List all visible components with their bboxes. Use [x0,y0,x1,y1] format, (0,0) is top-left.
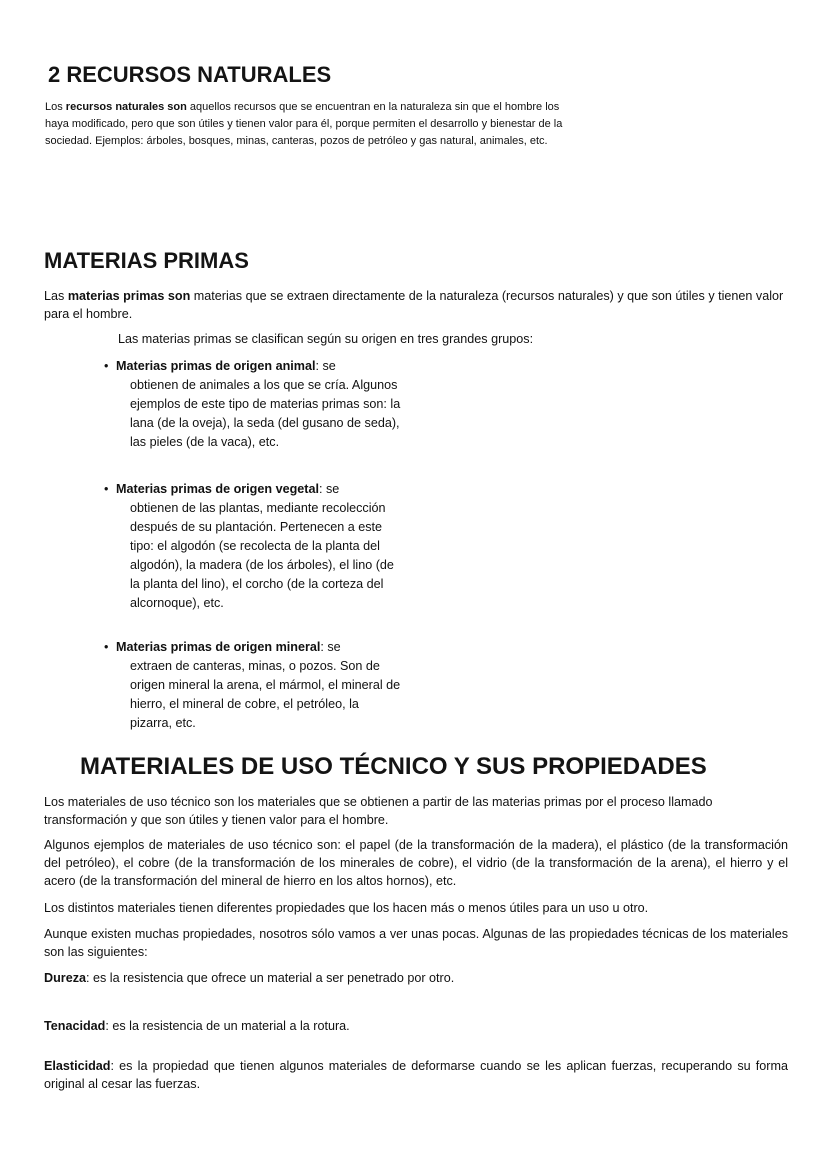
bullet-head [104,480,404,499]
materiales-p3: Los distintos materiales tienen diferentes propiedades que los hacen más o menos útiles para un uso u otro. [44,901,649,915]
property-term: Dureza [44,971,86,985]
bullet-head [104,357,404,376]
section-title-materiales: MATERIALES DE USO TÉCNICO Y SUS PROPIEDADES [80,753,707,780]
bullet-body: obtienen de animales a los que se cría. Algunos ejemplos de este tipo de materias primas son: la lana (de la oveja), la seda (del gusano de seda), las pieles (de la vaca), etc. [130,378,401,449]
property-term: Tenacidad [44,1019,106,1033]
property-dureza [44,969,788,987]
property-term: Elasticidad [44,1059,111,1073]
materias-definition [44,287,788,323]
bullet-item-vegetal [104,480,404,613]
bullet-head [104,638,404,657]
bullet-dot-icon: • [104,482,109,496]
recursos-definition [45,99,585,150]
materias-term: materias primas son [67,289,191,303]
materiales-p2: Algunos ejemplos de materiales de uso técnico son: el papel (de la transformación de la madera), el plástico (de la transformación del petróleo), el cobre (de la transformación de los minerales de cobre), el vidrio (de la transformación de la arena), el hierro y el acero (de la transformación del mineral de hierro en los altos hornos), etc. [44,838,788,888]
recursos-pre: Los [45,101,66,113]
bullet-label: Materias primas de origen vegetal [116,482,319,496]
section-title-recursos: 2 RECURSOS NATURALES [48,62,332,87]
bullet-head-rest: : se [318,482,340,496]
recursos-text: aquellos recursos que se encuentran en la naturaleza sin que el hombre los haya modificado, pero que son útiles y tienen valor para él, porque permiten el desarrollo y bienestar de la sociedad. Ejemplos: árboles, bosques, minas, canteras, pozos de petróleo y gas natural, animales, etc. [45,101,563,147]
materiales-p4: Aunque existen muchas propiedades, nosotros sólo vamos a ver unas pocas. Algunas de las propiedades técnicas de los materiales son las siguientes: [44,927,788,959]
bullet-label: Materias primas de origen mineral [116,640,321,654]
bullet-head-rest: : se [315,359,336,373]
property-text: : es la resistencia de un material a la rotura. [105,1019,350,1033]
bullet-label: Materias primas de origen animal [116,359,316,373]
bullet-dot-icon: • [104,359,109,373]
section-title-materias: MATERIAS PRIMAS [44,248,249,273]
bullet-head-rest: : se [320,640,341,654]
bullet-item-animal [104,357,404,452]
property-elasticidad [44,1057,788,1093]
bullet-dot-icon: • [104,640,109,654]
bullet-body: obtienen de las plantas, mediante recolección después de su plantación. Pertenecen a este tipo: el algodón (se recolecta de la planta del algodón), la madera (de los árboles), el lino (de la planta del lino), el corcho (de la corteza del alcornoque), etc. [130,501,394,610]
materias-pre: Las [44,289,68,303]
materias-intro: Las materias primas se clasifican según su origen en tres grandes grupos: [118,332,534,346]
bullet-item-mineral [104,638,404,733]
property-text: : es la propiedad que tienen algunos materiales de deformarse cuando se les aplican fuerzas, recuperando su forma original al cesar las fuerzas. [44,1059,788,1091]
property-text: : es la resistencia que ofrece un material a ser penetrado por otro. [86,971,455,985]
property-tenacidad [44,1017,788,1035]
materiales-p1: Los materiales de uso técnico son los materiales que se obtienen a partir de las materias primas por el proceso llamado transformación y que son útiles y tienen valor para el hombre. [44,795,713,827]
recursos-term: recursos naturales son [65,101,187,113]
materias-text: materias que se extraen directamente de la naturaleza (recursos naturales) y que son útiles y tienen valor para el hombre. [44,289,784,321]
bullet-body: extraen de canteras, minas, o pozos. Son de origen mineral la arena, el mármol, el mineral de hierro, el mineral de cobre, el petróleo, la pizarra, etc. [130,659,401,730]
